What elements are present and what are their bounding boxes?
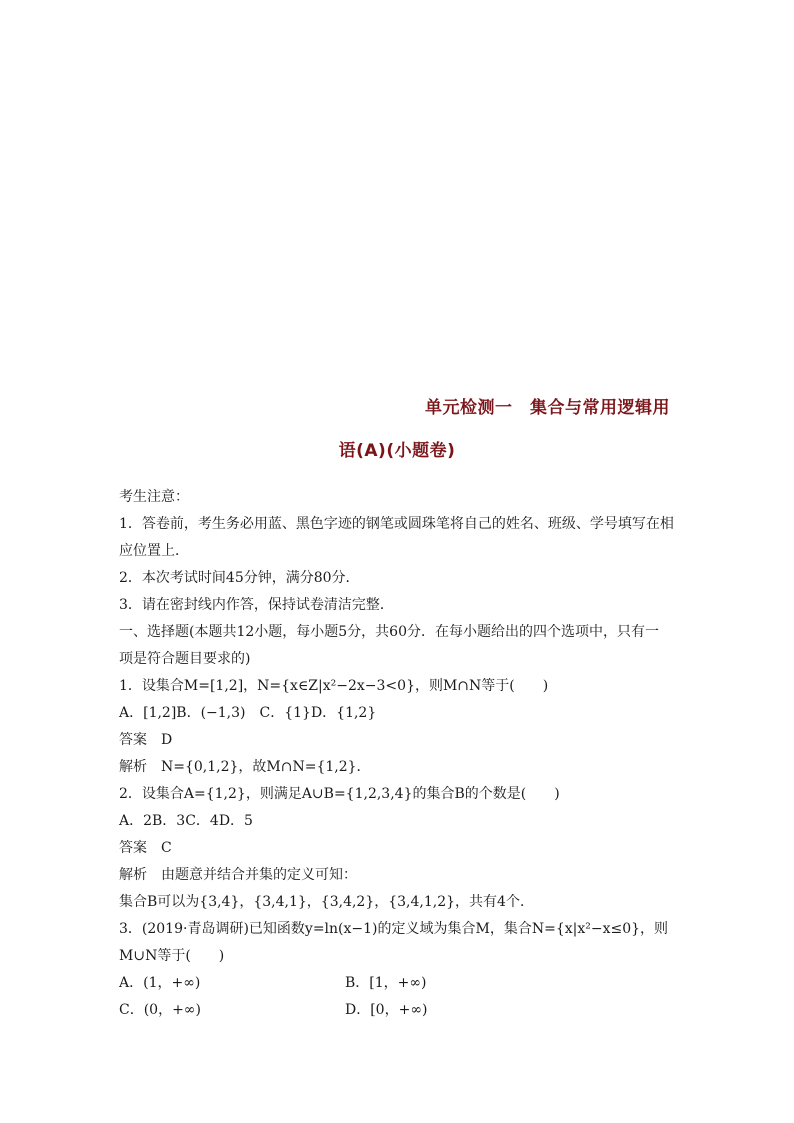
q2-answer: 答案 C	[119, 840, 172, 856]
q3-option-d: D．[0，+∞)	[345, 1002, 428, 1018]
q2-stem: 2．设集合A={1,2}，则满足A∪B={1,2,3,4}的集合B的个数是( )	[119, 786, 560, 802]
notice-item-1a: 1．答卷前，考生务必用蓝、黑色字迹的钢笔或圆珠笔将自己的姓名、班级、学号填写在相	[119, 516, 674, 532]
q2-detail: 集合B可以为{3,4}，{3,4,1}，{3,4,2}，{3,4,1,2}，共有4个．	[119, 894, 534, 910]
notice-item-2: 2．本次考试时间45分钟，满分80分．	[119, 570, 360, 586]
section-intro-a: 一、选择题(本题共12小题，每小题5分，共60分．在每小题给出的四个选项中，只有一	[119, 624, 659, 640]
q1-options: A．[1,2]B．(−1,3) C．{1}D．{1,2}	[119, 705, 377, 721]
q3-options-row-1	[119, 970, 679, 997]
q3-stem-a: 3．(2019·青岛调研)已知函数y=ln(x−1)的定义域为集合M，集合N={x|x²−x≤0}，则	[119, 921, 669, 937]
q1-stem: 1．设集合M=[1,2]，N={x∈Z|x²−2x−3<0}，则M∩N等于( )	[119, 678, 549, 694]
q2-analysis: 解析 由题意并结合并集的定义可知：	[119, 867, 357, 883]
title-line-2: 语(A)(小题卷)	[338, 441, 456, 461]
title-line-1: 单元检测一 集合与常用逻辑用	[425, 398, 670, 418]
q3-option-a: A．(1，+∞)	[119, 975, 201, 991]
q2-options: A．2B．3C．4D．5	[119, 813, 253, 829]
q3-options-row-2	[119, 997, 679, 1024]
notice-item-3: 3．请在密封线内作答，保持试卷清洁完整．	[119, 597, 394, 613]
notice-item-1b: 应位置上．	[119, 543, 189, 559]
q1-answer: 答案 D	[119, 732, 173, 748]
q3-stem-b: M∪N等于( )	[119, 948, 225, 964]
section-intro-b: 项是符合题目要求的)	[119, 651, 251, 667]
q1-analysis: 解析 N={0,1,2}，故M∩N={1,2}．	[119, 759, 371, 775]
document-body	[119, 484, 679, 1024]
q3-option-b: B．[1，+∞)	[345, 975, 427, 991]
notice-heading: 考生注意：	[119, 489, 189, 505]
q3-option-c: C．(0，+∞)	[119, 1002, 201, 1018]
